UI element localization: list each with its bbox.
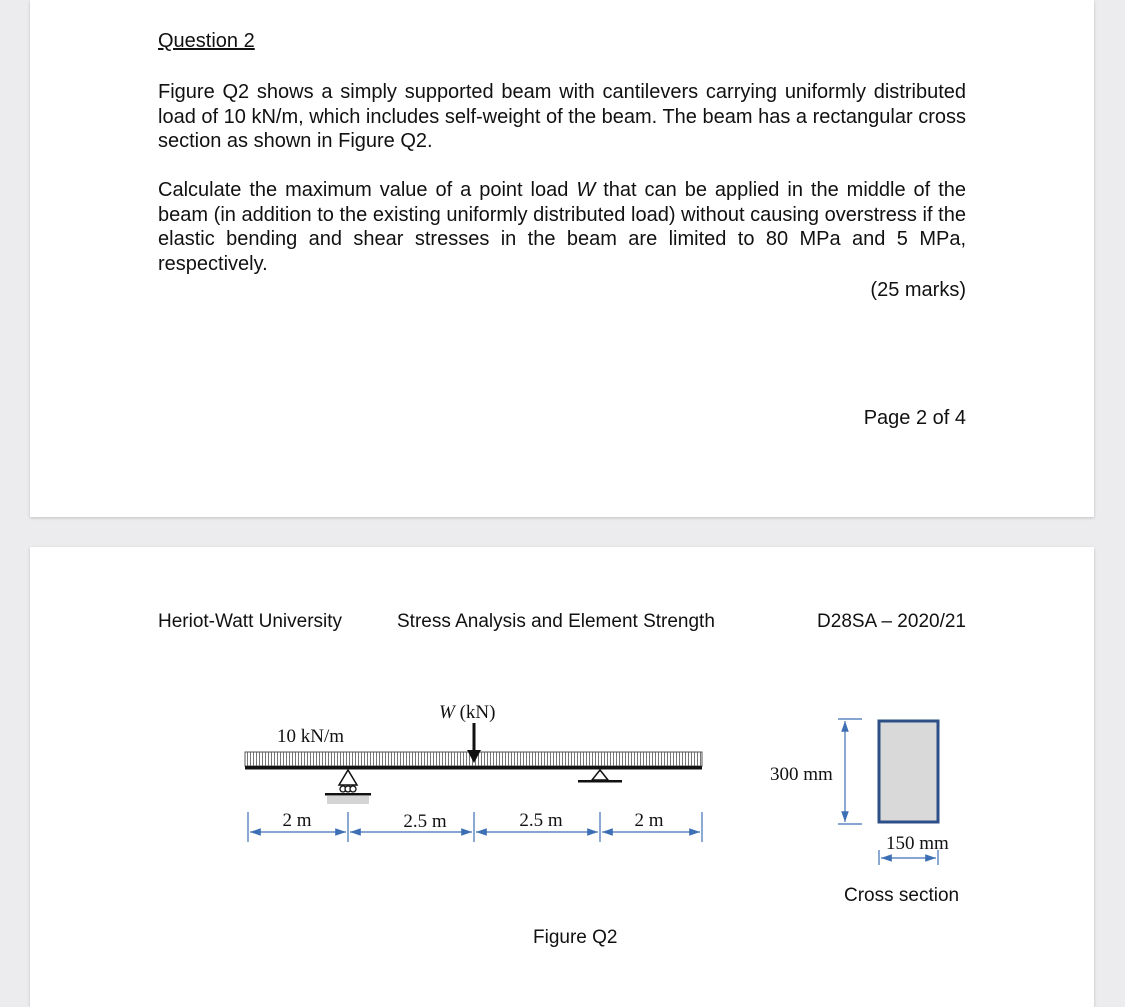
left-roller-support xyxy=(325,770,371,804)
figure-caption: Figure Q2 xyxy=(533,927,618,948)
point-load-unit: (kN) xyxy=(454,702,496,723)
right-pin-support xyxy=(578,770,622,783)
point-load-var: W xyxy=(439,702,455,723)
load-variable-w: W xyxy=(576,179,596,201)
paragraph-2-start: Calculate the maximum value of a point load xyxy=(158,179,577,201)
header-university: Heriot-Watt University xyxy=(158,611,343,632)
page-top xyxy=(30,0,1094,517)
span-label-4: 2 m xyxy=(634,810,664,831)
udl-label: 10 kN/m xyxy=(277,726,345,747)
marks-label: (25 marks) xyxy=(870,279,966,301)
width-label: 150 mm xyxy=(886,833,949,854)
height-dimension xyxy=(838,719,862,824)
span-label-2: 2.5 m xyxy=(403,811,447,832)
figure-q2 xyxy=(30,547,1094,991)
question-title: Question 2 xyxy=(158,30,255,52)
span-label-3: 2.5 m xyxy=(519,810,563,831)
page-number: Page 2 of 4 xyxy=(863,407,966,429)
cross-section-caption: Cross section xyxy=(844,885,960,906)
question-paragraph-1: Figure Q2 shows a simply supported beam with cantilevers carrying uniformly distributed load of 10 kN/m, which includes self-weight of the beam. The beam has a rectangular cross section as shown in Figure Q2. xyxy=(158,81,966,152)
question-paragraph-2 xyxy=(158,178,966,276)
header-course-code: D28SA – 2020/21 xyxy=(817,611,966,632)
paragraph-2-end: that can be applied in the middle of the beam (in addition to the existing uniformly distributed load) without causing overstress if the elastic bending and shear stresses in the beam are limited to 80 MPa and 5 MPa, respectively. xyxy=(158,179,966,275)
page-bottom xyxy=(30,547,1094,1007)
span-label-1: 2 m xyxy=(282,810,312,831)
cross-section-rect xyxy=(879,721,938,822)
beam xyxy=(245,766,702,770)
header-course: Stress Analysis and Element Strength xyxy=(397,611,715,632)
height-label: 300 mm xyxy=(770,764,833,785)
point-load-label xyxy=(439,702,495,723)
